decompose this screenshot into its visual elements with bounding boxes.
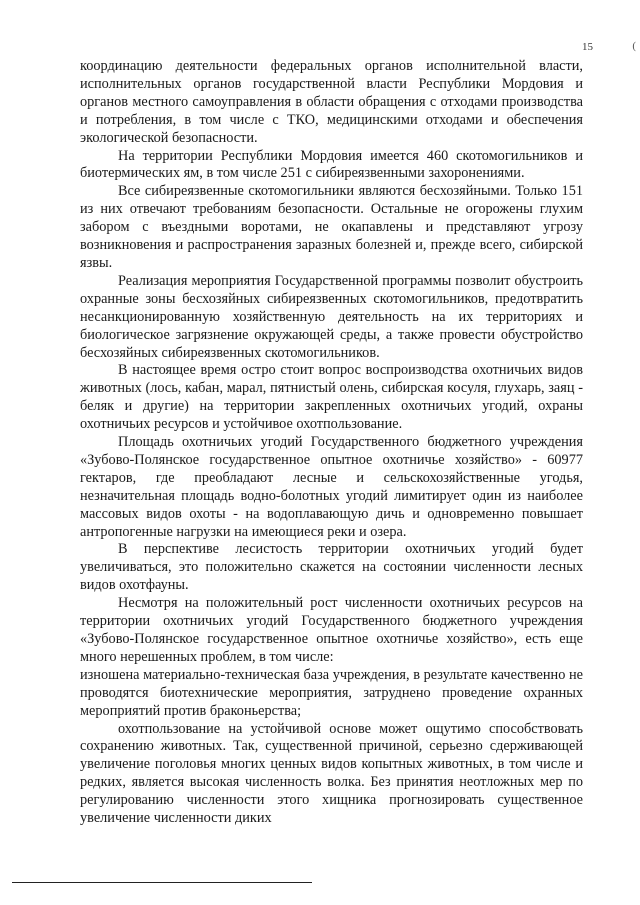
paragraph: Несмотря на положительный рост численности охотничьих ресурсов на территории охотничьих угодий Государственного бюджетного учреждения «Зубово-Полянское государственное опытное охотничье хозяйство», есть еще много нерешенных проблем, в том числе: xyxy=(80,595,583,665)
edge-mark: ( xyxy=(632,40,636,52)
footer-rule xyxy=(12,882,312,883)
document-body xyxy=(80,58,583,828)
page-number: 15 xyxy=(582,41,593,53)
paragraph: Реализация мероприятия Государственной программы позволит обустроить охранные зоны бесхозяйных сибиреязвенных скотомогильников, предотвратить несанкционированную хозяйственную деятельность на их территориях и биологическое загрязнение окружающей среды, а также провести обустройство бесхозяйных сибиреязвенных скотомогильников. xyxy=(80,272,583,361)
paragraph: В настоящее время остро стоит вопрос воспроизводства охотничьих видов животных (лось, кабан, марал, пятнистый олень, сибирская косуля, глухарь, заяц - беляк и другие) на территории закрепленных охотничьих угодий, охраны охотничьих ресурсов и устойчивое охотпользование. xyxy=(80,362,583,433)
paragraph: координацию деятельности федеральных органов исполнительной власти, исполнительных органов государственной власти Республики Мордовия и органов местного самоуправления в области обращения с отходами производства и потребления, в том числе с ТКО, медицинскими отходами и обеспечения экологической безопасности. xyxy=(80,58,583,146)
paragraph: В перспективе лесистость территории охотничьих угодий будет увеличиваться, это положительно скажется на состоянии численности лесных видов охотфауны. xyxy=(80,541,583,594)
paragraph: На территории Республики Мордовия имеется 460 скотомогильников и биотермических ям, в том числе 251 с сибиреязвенными захоронениями. xyxy=(80,147,583,182)
paragraph: Площадь охотничьих угодий Государственного бюджетного учреждения «Зубово-Полянское государственное опытное охотничье хозяйство» - 60977 гектаров, где преобладают лесные и сельскохозяйственные угодья, незначительная площадь водно-болотных угодий лимитирует один из наиболее массовых видов охоты - на водоплавающую дичь и одновременно повышает антропогенные нагрузки на имеющиеся реки и озера. xyxy=(80,434,583,540)
paragraph: охотпользование на устойчивой основе может ощутимо способствовать сохранению животных. Так, существенной причиной, серьезно сдерживающей увеличение поголовья многих ценных видов копытных животных, в том числе и редких, является высокая численность волка. Без принятия неотложных мер по регулированию численности этого хищника прогнозировать существенное увеличение численности диких xyxy=(80,720,583,827)
paragraph: Все сибиреязвенные скотомогильники являются бесхозяйными. Только 151 из них отвечают требованиям безопасности. Остальные не огорожены глухим забором с въездными воротами, не окапавлены и представляют угрозу возникновения и распространения заразных болезней и, прежде всего, сибирской язвы. xyxy=(80,183,583,271)
paragraph: изношена материально-техническая база учреждения, в результате качественно не проводятся биотехнические мероприятия, затруднено проведение охранных мероприятий против браконьерства; xyxy=(80,666,583,719)
